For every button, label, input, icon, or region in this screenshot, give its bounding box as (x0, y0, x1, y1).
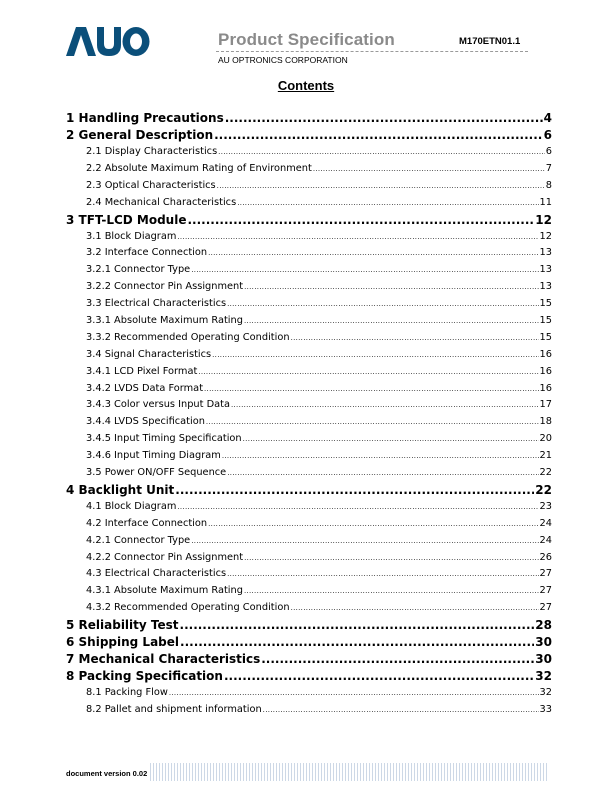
toc-chapter-entry[interactable] (66, 668, 552, 685)
toc-entry-title: 4.3.1 Absolute Maximum Rating (86, 585, 243, 597)
toc-page-number: 15 (539, 298, 552, 310)
toc-section-entry[interactable] (66, 448, 552, 465)
toc-page-number: 30 (535, 652, 552, 667)
toc-section-entry[interactable] (66, 566, 552, 583)
toc-page-number: 32 (535, 669, 552, 684)
toc-entry-title: 8.1 Packing Flow (86, 687, 168, 699)
toc-section-entry[interactable] (66, 144, 552, 161)
toc-entry-title: 7 Mechanical Characteristics (66, 652, 261, 667)
toc-section-entry[interactable] (66, 533, 552, 550)
toc-dot-leader (222, 448, 539, 465)
toc-page-number: 16 (539, 348, 552, 360)
auo-logo (66, 26, 150, 56)
toc-entry-title: 2.1 Display Characteristics (86, 146, 218, 157)
toc-entry-title: 2.2 Absolute Maximum Rating of Environment (86, 162, 312, 174)
toc-dot-leader (169, 685, 539, 702)
toc-page-number: 13 (539, 264, 552, 276)
toc-dot-leader (208, 516, 538, 533)
company-name: AU OPTRONICS CORPORATION (218, 55, 348, 65)
toc-dot-leader (231, 397, 539, 414)
toc-section-entry[interactable] (66, 381, 552, 398)
toc-page-number: 27 (539, 585, 552, 597)
toc-section-entry[interactable] (66, 364, 552, 381)
toc-entry-title: 2.4 Mechanical Characteristics (86, 196, 237, 208)
toc-page-number: 26 (539, 551, 552, 563)
toc-section-entry[interactable] (66, 279, 552, 296)
toc-entry-title: 3.3 Electrical Characteristics (86, 298, 227, 310)
toc-dot-leader (227, 566, 538, 583)
toc-dot-leader (224, 668, 534, 685)
toc-section-entry[interactable] (66, 600, 552, 617)
toc-entry-title: 4.2.1 Connector Type (86, 534, 191, 546)
toc-dot-leader (191, 262, 538, 279)
toc-dot-leader (180, 634, 534, 651)
toc-entry-title: 3.2 Interface Connection (86, 247, 208, 259)
toc-dot-leader (225, 110, 543, 127)
toc-entry-title: 3.4.1 LCD Pixel Format (86, 365, 198, 377)
toc-dot-leader (180, 617, 535, 634)
toc-entry-title: 4.3.2 Recommended Operating Condition (86, 602, 290, 614)
toc-page-number: 21 (539, 450, 552, 462)
contents-heading: Contents (277, 78, 335, 93)
toc-entry-title: 3 TFT-LCD Module (66, 212, 187, 227)
toc-page-number: 27 (539, 568, 552, 580)
toc-page-number: 22 (539, 467, 552, 479)
toc-page-number: 23 (539, 500, 552, 512)
toc-entry-title: 8.2 Pallet and shipment information (86, 704, 262, 716)
toc-entry-title: 3.4.5 Input Timing Specification (86, 433, 242, 445)
toc-page-number: 11 (539, 196, 552, 208)
toc-page-number: 12 (535, 212, 552, 227)
toc-entry-title: 3.4 Signal Characteristics (86, 348, 212, 360)
toc-page-number: 22 (535, 482, 552, 497)
toc-section-entry[interactable] (66, 702, 552, 719)
toc-page-number: 4 (543, 111, 552, 125)
toc-dot-leader (217, 178, 545, 195)
toc-page-number: 17 (539, 399, 552, 411)
toc-section-entry[interactable] (66, 178, 552, 195)
toc-chapter-entry[interactable] (66, 110, 552, 127)
toc-entry-title: 4.2.2 Connector Pin Assignment (86, 551, 244, 563)
toc-entry-title: 3.1 Block Diagram (86, 230, 177, 242)
toc-page-number: 24 (539, 517, 552, 529)
toc-chapter-entry[interactable] (66, 212, 552, 229)
table-of-contents (66, 110, 552, 719)
toc-page-number: 6 (545, 146, 552, 157)
toc-dot-leader (291, 330, 539, 347)
toc-section-entry[interactable] (66, 516, 552, 533)
header-divider (216, 51, 528, 52)
document-title: Product Specification (218, 30, 395, 49)
toc-section-entry[interactable] (66, 414, 552, 431)
toc-dot-leader (244, 583, 539, 600)
toc-dot-leader (218, 144, 545, 161)
toc-section-entry[interactable] (66, 685, 552, 702)
toc-page-number: 16 (539, 382, 552, 394)
toc-page-number: 33 (539, 704, 552, 716)
toc-section-entry[interactable] (66, 465, 552, 482)
toc-page-number: 13 (539, 281, 552, 293)
toc-dot-leader (177, 499, 538, 516)
toc-entry-title: 2 General Description (66, 128, 214, 142)
toc-chapter-entry[interactable] (66, 634, 552, 651)
toc-page-number: 32 (539, 687, 552, 699)
toc-chapter-entry[interactable] (66, 127, 552, 144)
toc-page-number: 28 (535, 618, 552, 633)
toc-page-number: 15 (539, 315, 552, 327)
toc-section-entry[interactable] (66, 583, 552, 600)
toc-page-number: 8 (545, 179, 552, 191)
toc-dot-leader (313, 161, 545, 178)
toc-section-entry[interactable] (66, 330, 552, 347)
toc-entry-title: 3.4.3 Color versus Input Data (86, 399, 230, 411)
document-version: document version 0.02 (66, 769, 148, 778)
toc-dot-leader (177, 229, 538, 246)
toc-page-number: 13 (539, 247, 552, 259)
toc-page-number: 24 (539, 534, 552, 546)
toc-dot-leader (237, 195, 538, 212)
toc-section-entry[interactable] (66, 431, 552, 448)
toc-dot-leader (204, 381, 539, 398)
toc-section-entry[interactable] (66, 397, 552, 414)
toc-entry-title: 8 Packing Specification (66, 669, 223, 684)
toc-page-number: 30 (535, 635, 552, 650)
toc-dot-leader (214, 127, 543, 144)
toc-chapter-entry[interactable] (66, 617, 552, 634)
toc-dot-leader (243, 431, 539, 448)
toc-dot-leader (212, 347, 538, 364)
toc-dot-leader (227, 296, 538, 313)
toc-entry-title: 1 Handling Precautions (66, 111, 224, 125)
toc-dot-leader (191, 533, 538, 550)
toc-entry-title: 3.4.2 LVDS Data Format (86, 382, 204, 394)
toc-section-entry[interactable] (66, 499, 552, 516)
toc-chapter-entry[interactable] (66, 482, 552, 499)
toc-section-entry[interactable] (66, 195, 552, 212)
toc-section-entry[interactable] (66, 347, 552, 364)
toc-dot-leader (244, 313, 539, 330)
toc-page-number: 27 (539, 602, 552, 614)
toc-page-number: 15 (539, 331, 552, 343)
toc-page-number: 20 (539, 433, 552, 445)
toc-entry-title: 3.5 Power ON/OFF Sequence (86, 467, 227, 479)
toc-dot-leader (291, 600, 539, 617)
footer-pattern-band (150, 763, 548, 781)
toc-page-number: 6 (543, 128, 552, 142)
toc-entry-title: 5 Reliability Test (66, 618, 179, 633)
toc-section-entry[interactable] (66, 229, 552, 246)
toc-dot-leader (244, 279, 538, 296)
toc-entry-title: 3.4.6 Input Timing Diagram (86, 450, 221, 462)
toc-dot-leader (206, 414, 539, 431)
toc-dot-leader (187, 212, 534, 229)
toc-section-entry[interactable] (66, 161, 552, 178)
toc-entry-title: 3.2.1 Connector Type (86, 264, 191, 276)
toc-dot-leader (227, 465, 538, 482)
toc-section-entry[interactable] (66, 245, 552, 262)
toc-entry-title: 3.2.2 Connector Pin Assignment (86, 281, 244, 293)
toc-section-entry[interactable] (66, 296, 552, 313)
toc-entry-title: 3.4.4 LVDS Specification (86, 416, 205, 428)
toc-entry-title: 3.3.2 Recommended Operating Condition (86, 331, 290, 343)
toc-page-number: 12 (539, 230, 552, 242)
toc-section-entry[interactable] (66, 313, 552, 330)
toc-chapter-entry[interactable] (66, 651, 552, 668)
toc-entry-title: 3.3.1 Absolute Maximum Rating (86, 315, 243, 327)
toc-dot-leader (175, 482, 534, 499)
toc-dot-leader (198, 364, 538, 381)
toc-entry-title: 2.3 Optical Characteristics (86, 179, 216, 191)
toc-entry-title: 4.3 Electrical Characteristics (86, 568, 227, 580)
toc-entry-title: 4 Backlight Unit (66, 482, 175, 497)
toc-dot-leader (263, 702, 539, 719)
toc-page-number: 7 (545, 162, 552, 174)
toc-entry-title: 4.1 Block Diagram (86, 500, 177, 512)
toc-section-entry[interactable] (66, 550, 552, 567)
toc-page-number: 16 (539, 365, 552, 377)
toc-entry-title: 4.2 Interface Connection (86, 517, 208, 529)
toc-dot-leader (208, 245, 538, 262)
toc-entry-title: 6 Shipping Label (66, 635, 180, 650)
toc-dot-leader (244, 550, 538, 567)
toc-section-entry[interactable] (66, 262, 552, 279)
model-number: M170ETN01.1 (459, 36, 521, 47)
toc-dot-leader (261, 651, 534, 668)
toc-page-number: 18 (539, 416, 552, 428)
